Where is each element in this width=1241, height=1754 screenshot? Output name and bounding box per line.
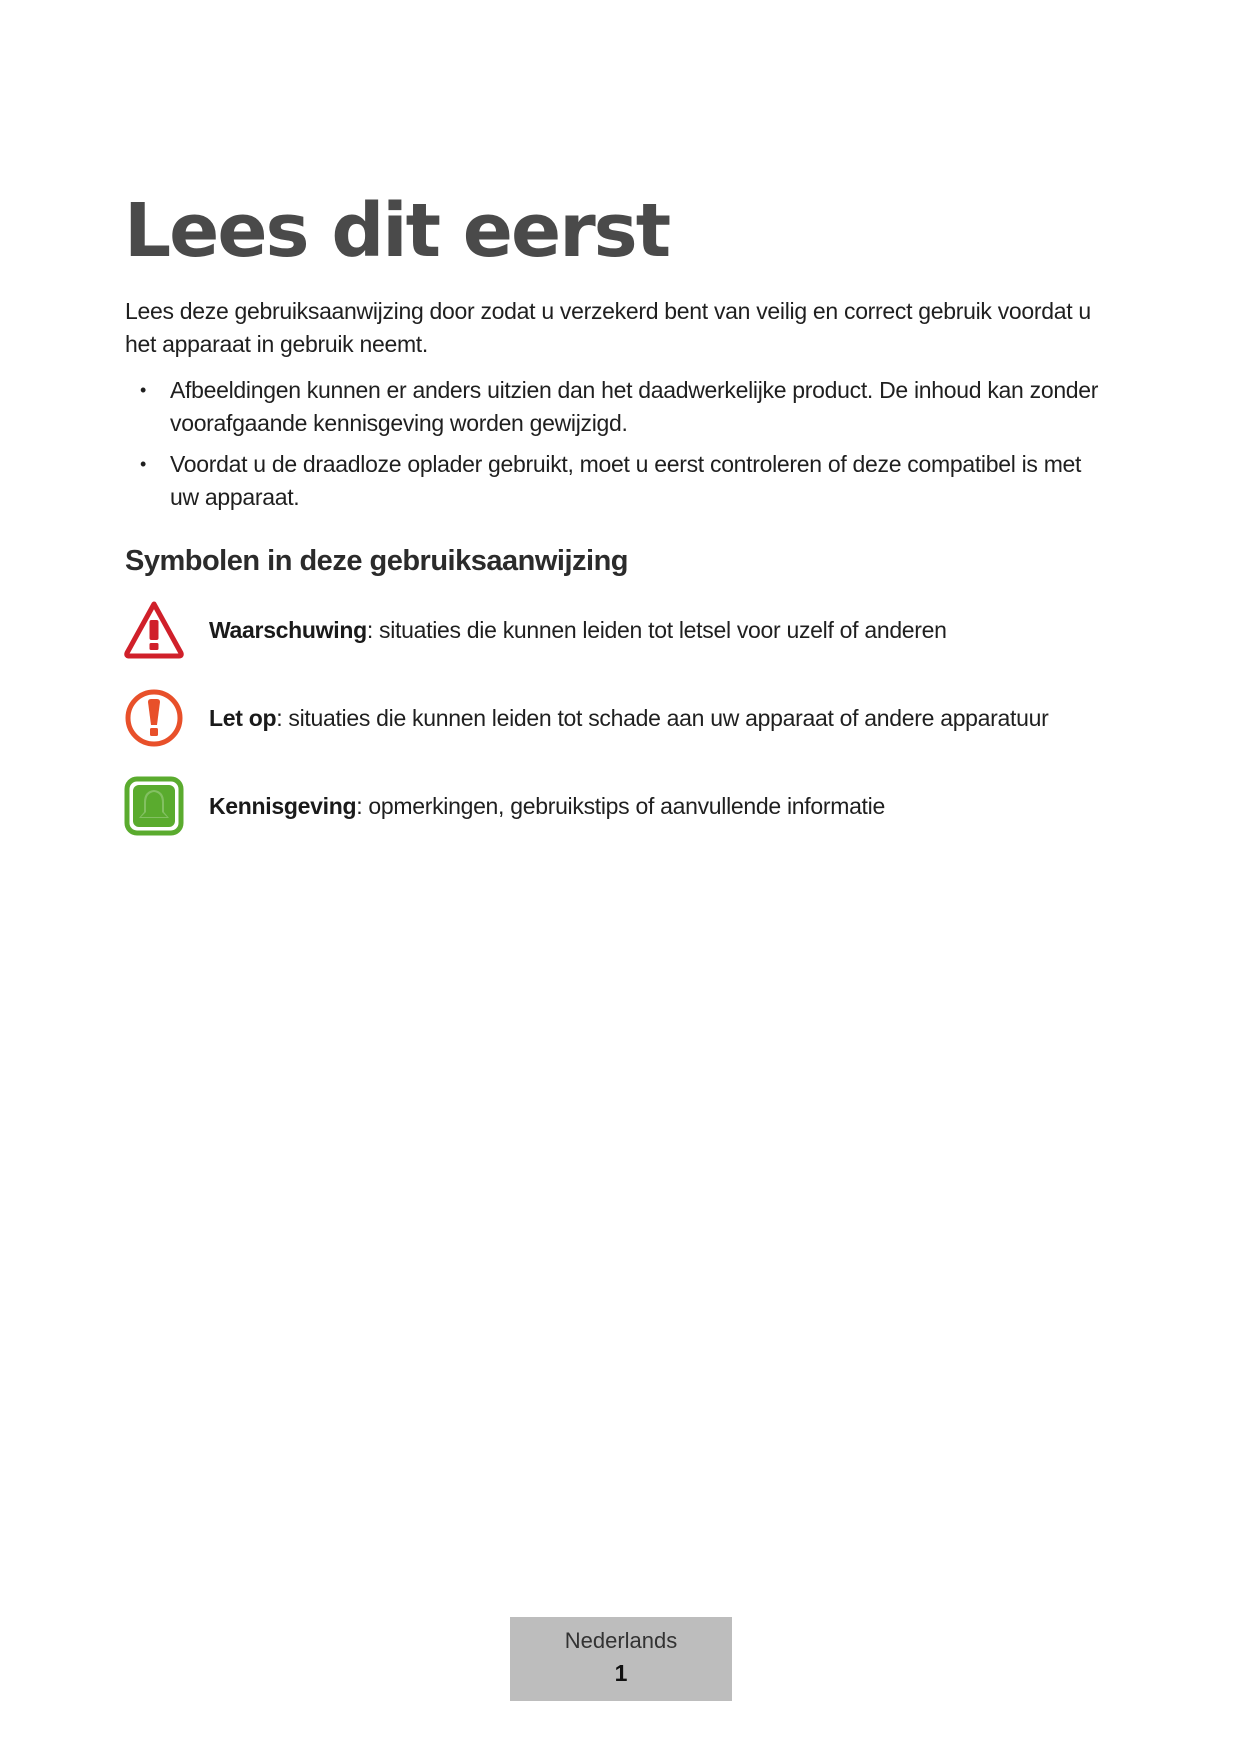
page-title: Lees dit eerst (124, 188, 670, 274)
symbol-row-warning (124, 600, 1124, 660)
symbol-description (209, 614, 947, 646)
list-item (140, 448, 1110, 514)
symbol-text: : situaties die kunnen leiden tot letsel voor uzelf of anderen (366, 617, 947, 643)
symbol-term: Waarschuwing (209, 617, 367, 643)
notice-bell-icon (124, 776, 184, 836)
bullet-marker: • (140, 380, 147, 400)
page-footer (510, 1617, 732, 1701)
symbol-term: Kennisgeving (209, 793, 357, 819)
footer-language: Nederlands (564, 1628, 678, 1653)
page-number: 1 (614, 1660, 628, 1686)
list-item-text: Afbeeldingen kunnen er anders uitzien dan het daadwerkelijke product. De inhoud kan zonder voorafgaande kennisgeving worden gewijzigd. (170, 377, 1099, 436)
bullet-marker: • (140, 454, 147, 474)
symbol-term: Let op (209, 705, 277, 731)
caution-circle-icon (124, 688, 184, 748)
warning-triangle-icon (124, 600, 184, 660)
notes-list (140, 374, 1110, 522)
section-heading: Symbolen in deze gebruiksaanwijzing (125, 545, 628, 577)
symbol-description (209, 790, 885, 822)
symbol-row-caution (124, 688, 1124, 748)
intro-paragraph: Lees deze gebruiksaanwijzing door zodat u verzekerd bent van veilig en correct gebruik voordat u het apparaat in gebruik neemt. (125, 298, 1091, 357)
symbol-text: : opmerkingen, gebruikstips of aanvullende informatie (356, 793, 885, 819)
list-item (140, 374, 1110, 440)
list-item-text: Voordat u de draadloze oplader gebruikt, moet u eerst controleren of deze compatibel is met uw apparaat. (170, 451, 1082, 510)
symbol-description (209, 702, 1048, 734)
symbol-text: : situaties die kunnen leiden tot schade aan uw apparaat of andere apparatuur (276, 705, 1049, 731)
symbol-row-notice (124, 776, 1124, 836)
